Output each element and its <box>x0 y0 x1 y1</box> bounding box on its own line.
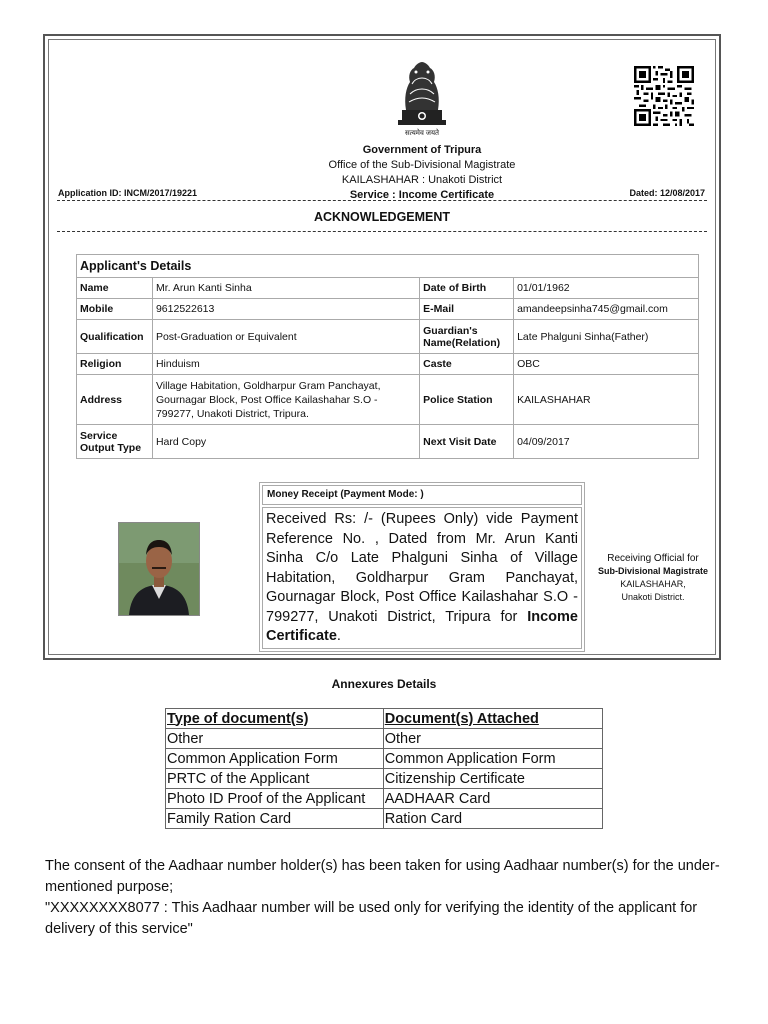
receiving-place: KAILASHAHAR, <box>620 579 686 589</box>
inner-frame <box>48 39 716 655</box>
name-label: Name <box>77 278 153 299</box>
office-header <box>249 143 595 203</box>
aadhaar-consent <box>45 856 735 940</box>
acknowledgement-frame <box>43 34 721 660</box>
qualification-label: Qualification <box>77 320 153 354</box>
caste-label: Caste <box>420 354 514 375</box>
receipt-service: Income Certificate <box>266 608 578 644</box>
annex-cell: Photo ID Proof of the Applicant <box>166 789 384 809</box>
table-row <box>166 769 603 789</box>
dob-label: Date of Birth <box>420 278 514 299</box>
table-row <box>77 278 699 299</box>
office-name: Office of the Sub-Divisional Magistrate <box>328 159 516 171</box>
receipt-text: Received Rs: /- (Rupees Only) vide Payment Reference No. , Dated from Mr. Arun Kanti Sinha C/o Late Phalguni Sinha of Village Habitation, Goldharpur Gram Panchayat, Gournagar Block, Post Office Kailashahar S.O - 799277, Unakoti District, Tripura for <box>266 511 578 625</box>
mobile-label: Mobile <box>77 299 153 320</box>
table-row <box>77 425 699 459</box>
emblem-motto: सत्यमेव जयते <box>404 130 440 137</box>
dob-value: 01/01/1962 <box>514 278 699 299</box>
receipt-end: . <box>336 628 341 644</box>
police-station-value: KAILASHAHAR <box>514 375 699 425</box>
guardian-label: Guardian's Name(Relation) <box>420 320 514 354</box>
consent-purpose: "XXXXXXXX8077 : This Aadhaar number will be used only for verifying the identity of the applicant for delivery of this service" <box>45 900 698 937</box>
divider <box>57 200 707 201</box>
annexures-title: Annexures Details <box>331 677 437 691</box>
annex-cell: AADHAAR Card <box>383 789 602 809</box>
table-row <box>77 255 699 278</box>
table-row <box>77 299 699 320</box>
religion-label: Religion <box>77 354 153 375</box>
annexures-table <box>165 708 603 829</box>
consent-statement: The consent of the Aadhaar number holder(s) has been taken for using Aadhaar number(s) for the under-mentioned purpose; <box>45 858 720 895</box>
table-row <box>166 729 603 749</box>
dated: Dated: 12/08/2017 <box>629 188 705 198</box>
annex-cell: Family Ration Card <box>166 809 384 829</box>
table-row <box>77 354 699 375</box>
receiving-designation: Sub-Divisional Magistrate <box>597 566 709 576</box>
annex-cell: Ration Card <box>383 809 602 829</box>
service-name: Service : Income Certificate <box>349 189 495 201</box>
address-value: Village Habitation, Goldharpur Gram Panchayat, Gournagar Block, Post Office Kailashahar S.O - 799277, Unakoti District, Tripura. <box>152 375 419 425</box>
annex-cell: Other <box>166 729 384 749</box>
name-value: Mr. Arun Kanti Sinha <box>152 278 419 299</box>
annex-cell: Common Application Form <box>383 749 602 769</box>
annex-cell: Other <box>383 729 602 749</box>
caste-value: OBC <box>514 354 699 375</box>
applicant-details-heading: Applicant's Details <box>77 255 699 278</box>
money-receipt-body <box>262 507 582 649</box>
national-emblem-icon <box>394 54 450 134</box>
table-row <box>77 375 699 425</box>
money-receipt-heading: Money Receipt (Payment Mode: ) <box>262 485 582 505</box>
table-row <box>77 320 699 354</box>
office-location: KAILASHAHAR : Unakoti District <box>341 174 503 186</box>
police-station-label: Police Station <box>420 375 514 425</box>
application-id: Application ID: INCM/2017/19221 <box>58 188 198 198</box>
table-row <box>166 809 603 829</box>
religion-value: Hinduism <box>152 354 419 375</box>
money-receipt <box>259 482 585 652</box>
receiving-line: Receiving Official for <box>607 553 699 564</box>
annex-header-attached: Document(s) Attached <box>383 709 602 729</box>
next-visit-label: Next Visit Date <box>420 425 514 459</box>
table-header-row <box>166 709 603 729</box>
government-name: Government of Tripura <box>362 144 482 156</box>
mobile-value: 9612522613 <box>152 299 419 320</box>
service-output-value: Hard Copy <box>152 425 419 459</box>
email-label: E-Mail <box>420 299 514 320</box>
applicant-details-table <box>76 254 699 459</box>
table-row <box>166 749 603 769</box>
table-row <box>166 789 603 809</box>
applicant-photo <box>118 522 200 616</box>
next-visit-value: 04/09/2017 <box>514 425 699 459</box>
guardian-value: Late Phalguni Sinha(Father) <box>514 320 699 354</box>
divider <box>57 231 707 232</box>
qualification-value: Post-Graduation or Equivalent <box>152 320 419 354</box>
page-title: ACKNOWLEDGEMENT <box>313 210 451 224</box>
service-output-label: Service Output Type <box>77 425 153 459</box>
qr-code-icon <box>634 66 694 126</box>
annex-header-type: Type of document(s) <box>166 709 384 729</box>
annex-cell: Citizenship Certificate <box>383 769 602 789</box>
email-value: amandeepsinha745@gmail.com <box>514 299 699 320</box>
address-label: Address <box>77 375 153 425</box>
annex-cell: PRTC of the Applicant <box>166 769 384 789</box>
receiving-official <box>583 552 723 604</box>
receiving-district: Unakoti District. <box>621 592 685 602</box>
annex-cell: Common Application Form <box>166 749 384 769</box>
